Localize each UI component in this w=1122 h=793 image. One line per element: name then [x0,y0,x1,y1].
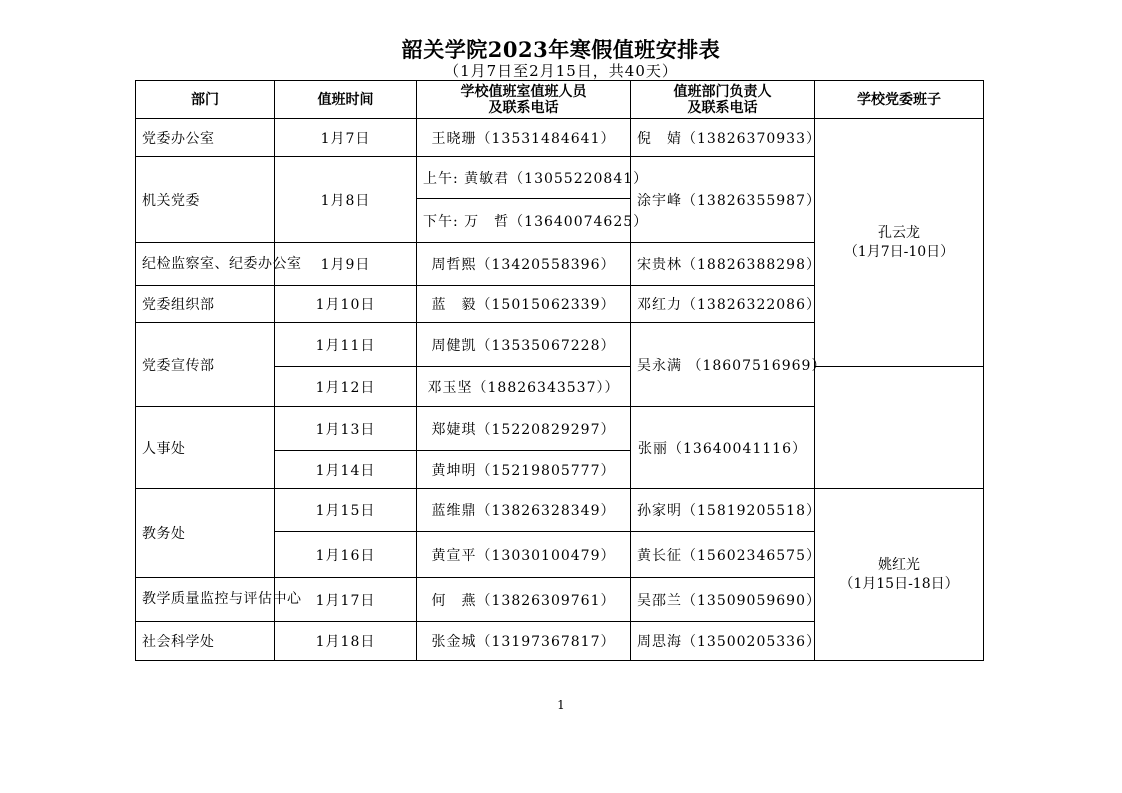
time-cell: 1月9日 [275,243,417,286]
time-cell: 1月17日 [275,578,417,622]
dept-cell: 党委宣传部 [136,323,275,407]
dept-head-cell: 孙家明（15819205518） [631,489,815,532]
time-cell: 1月12日 [275,367,417,407]
leader-name: 姚红光 [878,556,920,573]
duty-person-cell: 邓玉坚（18826343537）） [417,367,631,407]
time-cell: 1月16日 [275,532,417,578]
dept-head-cell: 邓红力（13826322086） [631,286,815,323]
time-cell: 1月8日 [275,157,417,243]
dept-head-cell: 涂宇峰（13826355987） [631,157,815,243]
header-duty-person: 学校值班室值班人员 及联系电话 [417,81,631,119]
dept-head-cell: 吴邵兰（13509059690） [631,578,815,622]
table-header-row [136,81,984,119]
leader-cell [815,119,984,367]
duty-person-cell: 下午: 万 哲（13640074625） [417,199,631,243]
time-cell: 1月11日 [275,323,417,367]
duty-person-cell: 黄坤明（15219805777） [417,451,631,489]
duty-schedule-table [135,80,984,661]
dept-cell: 党委办公室 [136,119,275,157]
duty-person-cell: 蓝 毅（15015062339） [417,286,631,323]
time-cell: 1月15日 [275,489,417,532]
dept-cell: 纪检监察室、纪委办公室 [136,243,275,286]
duty-person-cell: 黄宣平（13030100479） [417,532,631,578]
document-subtitle: （1月7日至2月15日，共40天） [444,62,678,80]
duty-person-cell: 张金城（13197367817） [417,622,631,661]
header-time: 值班时间 [275,81,417,119]
dept-head-cell: 倪 婧（13826370933） [631,119,815,157]
leader-cell [815,489,984,661]
dept-head-cell: 黄长征（15602346575） [631,532,815,578]
dept-cell: 教学质量监控与评估中心 [136,578,275,622]
page-number: 1 [557,698,565,712]
leader-range: （1月15日-18日） [839,575,959,592]
table-row [136,489,984,532]
time-cell: 1月13日 [275,407,417,451]
duty-person-cell: 周哲熙（13420558396） [417,243,631,286]
dept-cell: 人事处 [136,407,275,489]
duty-person-cell: 郑婕琪（15220829297） [417,407,631,451]
time-cell: 1月10日 [275,286,417,323]
document-title: 韶关学院2023年寒假值班安排表 [401,37,721,62]
header-dept: 部门 [136,81,275,119]
leader-name: 孔云龙 [878,224,920,241]
dept-cell: 社会科学处 [136,622,275,661]
table-row [136,119,984,157]
time-cell: 1月14日 [275,451,417,489]
header-leader: 学校党委班子 [815,81,984,119]
dept-cell: 机关党委 [136,157,275,243]
duty-person-cell: 蓝维鼎（13826328349） [417,489,631,532]
dept-cell: 教务处 [136,489,275,578]
duty-person-cell: 王晓珊（13531484641） [417,119,631,157]
duty-person-cell: 何 燕（13826309761） [417,578,631,622]
time-cell: 1月7日 [275,119,417,157]
leader-range: （1月7日-10日） [843,243,955,260]
dept-head-cell: 张丽（13640041116） [631,407,815,489]
dept-cell: 党委组织部 [136,286,275,323]
header-dept-head: 值班部门负责人 及联系电话 [631,81,815,119]
duty-person-cell: 上午: 黄敏君（13055220841） [417,157,631,199]
dept-head-cell: 吴永满 （18607516969） [631,323,815,407]
dept-head-cell: 周思海（13500205336） [631,622,815,661]
table-row [136,407,984,451]
time-cell: 1月18日 [275,622,417,661]
duty-person-cell: 周健凯（13535067228） [417,323,631,367]
dept-head-cell: 宋贵林（18826388298） [631,243,815,286]
